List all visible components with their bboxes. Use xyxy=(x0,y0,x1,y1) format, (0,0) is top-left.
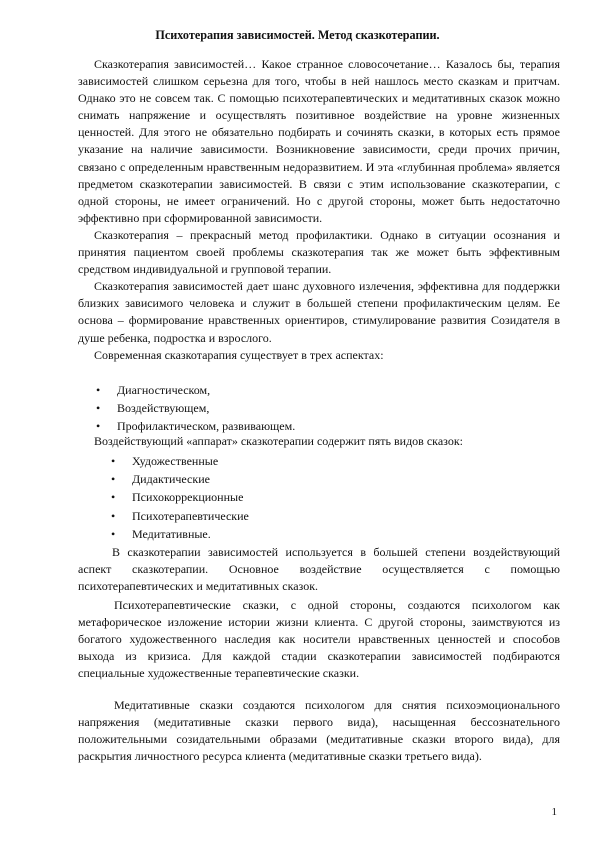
paragraph-after-list-wrap xyxy=(78,544,560,595)
aspects-list xyxy=(96,381,536,436)
paragraph-psychotherapeutic-wrap xyxy=(78,597,560,682)
paragraph-aspects-intro: Современная сказкотарапия существует в трех аспектах: xyxy=(94,347,384,362)
paragraph-meditative: Медитативные сказки создаются психологом для снятия психоэмоционального напряжения (медитативные сказки первого вида), насыщенная бессознательного положительными созидательными образами (медитативные сказки второго вида), для раскрытия личностного ресурса клиента (медитативные сказки третьего вида). xyxy=(78,698,560,764)
list-item: • Медитативные. xyxy=(111,525,531,543)
apparatus-intro: Воздействующий «аппарат» сказкотерапии содержит пять видов сказок: xyxy=(94,434,463,448)
page-number: 1 xyxy=(551,806,557,818)
paragraph-psychotherapeutic: Психотерапевтические сказки, с одной стороны, создаются психологом как метафорическое изложение истории жизни клиента. С другой стороны, заимствуются из богатого художественного наследия как носители нравственных ценностей и способов выхода из кризиса. Для каждой стадии сказкотерапии зависимостей подбираются специальные художественные терапевтические сказки. xyxy=(78,598,560,681)
paragraph-meditative-wrap xyxy=(78,697,560,765)
list-item: • Дидактические xyxy=(111,470,531,488)
tale-types-list xyxy=(111,452,531,543)
list-item: • Диагностическом, xyxy=(96,381,536,399)
list-item: • Психокоррекционные xyxy=(111,488,531,506)
document-title: Психотерапия зависимостей. Метод сказкотерапии. xyxy=(155,28,440,42)
paragraph-intro: Сказкотерапия зависимостей… Какое странное словосочетание… Казалось бы, терапия зависимостей слишком серьезна для того, чтобы в ней нашлось место сказкам и притчам. Однако это не совсем так. С помощью психотерапевтических и медитативных сказок можно снимать напряжение и осуществлять позитивное воздействие на уровне жизненных ценностей. Для этого не обязательно подбирать и сочинять сказки, в которых есть прямое указание на наличие зависимости. Возникновение зависимости, среди прочих причин, связано с определенным нравственным недоразвитием. И эта «глубинная проблема» является предметом сказкотерапии зависимостей. В связи с этим использование сказкотерапии, с одной стороны, не имеет ограничений. Но с другой стороны, может быть недостаточно эффективно при сформированной зависимости. xyxy=(78,57,560,225)
paragraph-prevention: Сказкотерапия – прекрасный метод профилактики. Однако в ситуации осознания и принятия пациентом своей проблемы сказкотерапия так же может быть эффективным средством индивидуальной и групповой терапии. xyxy=(78,227,560,277)
main-text-block xyxy=(78,56,560,364)
paragraph-spiritual-healing: Сказкотерапия зависимостей дает шанс духовного излечения, эффективна для поддержки близких зависимого человека и служит в большей степени профилактическим целям. Ее основа – формирование нравственных ориентиров, стимулирование развития Созидателя в душе ребенка, подростка и взрослого. xyxy=(78,279,560,345)
list-item: • Художественные xyxy=(111,452,531,470)
paragraph-after-list: В сказкотерапии зависимостей используется в большей степени воздействующий аспект сказкотерапии. Основное воздействие осуществляется с помощью психотерапевтических и медитативных сказок. xyxy=(78,545,560,594)
list-item: • Воздействующем, xyxy=(96,399,536,417)
list-item: • Профилактическом, развивающем. xyxy=(96,417,536,435)
list-item: • Психотерапевтические xyxy=(111,507,531,525)
